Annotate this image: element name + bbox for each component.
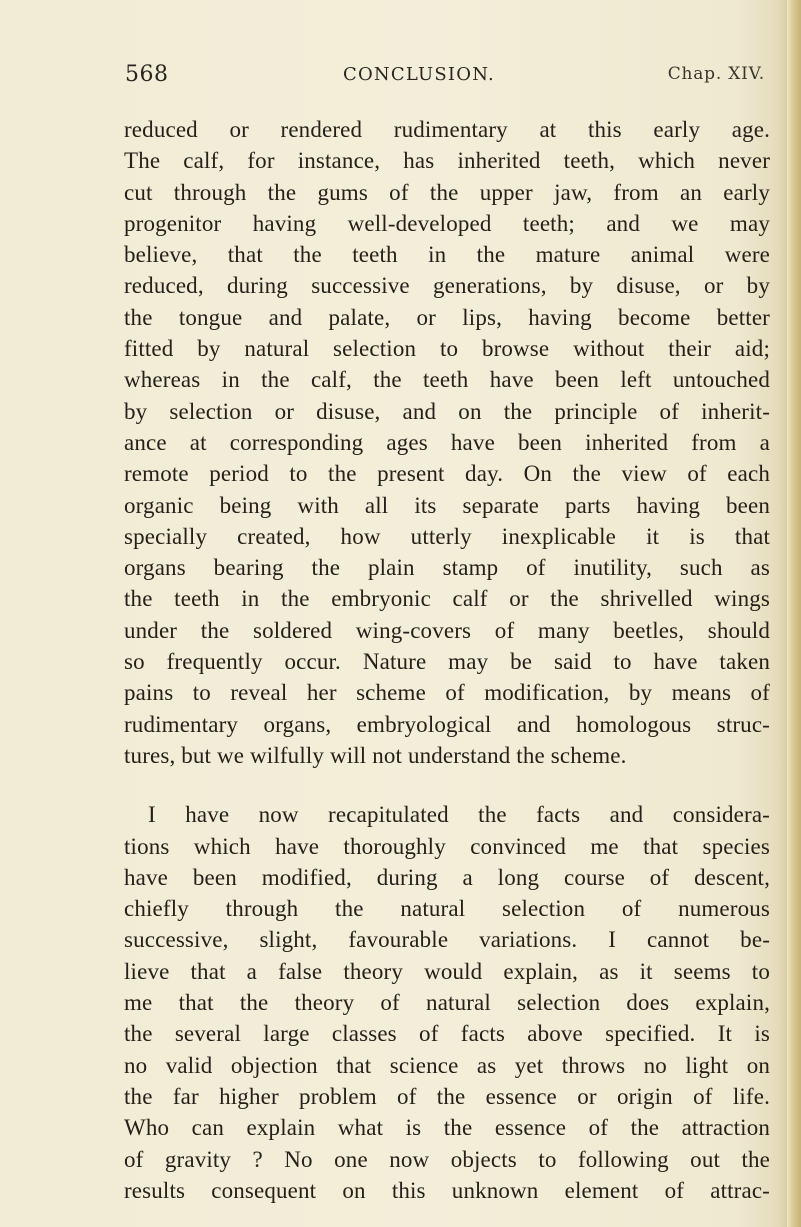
text-line: the several large classes of facts above specified. It is xyxy=(124,1021,770,1047)
paragraph-1 xyxy=(124,114,770,771)
page-number: 568 xyxy=(125,62,169,87)
text-line: believe, that the teeth in the mature animal were xyxy=(124,242,770,268)
page-edge xyxy=(787,0,801,1227)
text-line: ance at corresponding ages have been inherited from a xyxy=(124,429,770,455)
running-head: CONCLUSION. xyxy=(343,64,495,85)
text-line: tures, but we wilfully will not understand the scheme. xyxy=(124,742,627,768)
text-line: the far higher problem of the essence or origin of life. xyxy=(124,1083,770,1109)
text-line: reduced or rendered rudimentary at this early age. xyxy=(124,117,770,142)
text-line: have been modified, during a long course of descent, xyxy=(124,864,770,890)
text-line: organic being with all its separate parts having been xyxy=(124,492,770,518)
text-line: cut through the gums of the upper jaw, from an early xyxy=(124,179,770,205)
text-line: whereas in the calf, the teeth have been left untouched xyxy=(124,367,770,393)
text-line: reduced, during successive generations, by disuse, or by xyxy=(124,273,770,299)
text-line: progenitor having well-developed teeth; and we may xyxy=(124,210,770,236)
text-line: me that the theory of natural selection does explain, xyxy=(124,990,770,1016)
text-line: specially created, how utterly inexplicable it is that xyxy=(124,523,770,549)
text-line: organs bearing the plain stamp of inutility, such as xyxy=(124,555,770,581)
text-line: successive, slight, favourable variations. I cannot be- xyxy=(124,927,770,953)
text-line: under the soldered wing-covers of many beetles, should xyxy=(124,617,770,643)
text-line: lieve that a false theory would explain, as it seems to xyxy=(124,958,770,984)
text-line: chiefly through the natural selection of numerous xyxy=(124,896,770,922)
text-line: pains to reveal her scheme of modification, by means of xyxy=(124,680,770,706)
body-text xyxy=(124,114,770,1206)
paragraph-gap xyxy=(124,771,770,799)
text-line: tions which have thoroughly convinced me that species xyxy=(124,833,770,859)
page-header xyxy=(125,62,765,92)
text-line: fitted by natural selection to browse without their aid; xyxy=(124,336,770,362)
text-line: no valid objection that science as yet throws no light on xyxy=(124,1052,770,1078)
text-line: I have now recapitulated the facts and considera- xyxy=(148,802,770,828)
paragraph-2 xyxy=(124,799,770,1206)
text-line: so frequently occur. Nature may be said to have taken xyxy=(124,649,770,675)
text-line: by selection or disuse, and on the principle of inherit- xyxy=(124,398,770,424)
text-line: of gravity ? No one now objects to following out the xyxy=(124,1146,770,1172)
text-line: Who can explain what is the essence of the attraction xyxy=(124,1115,770,1141)
text-line: remote period to the present day. On the view of each xyxy=(124,461,770,487)
text-line: results consequent on this unknown element of attrac- xyxy=(124,1177,770,1203)
text-line: rudimentary organs, embryological and homologous struc- xyxy=(124,711,770,737)
text-line: the teeth in the embryonic calf or the shrivelled wings xyxy=(124,586,770,612)
chapter-reference: Chap. XIV. xyxy=(667,64,765,84)
text-line: the tongue and palate, or lips, having become better xyxy=(124,304,770,330)
text-line: The calf, for instance, has inherited teeth, which never xyxy=(124,148,770,174)
